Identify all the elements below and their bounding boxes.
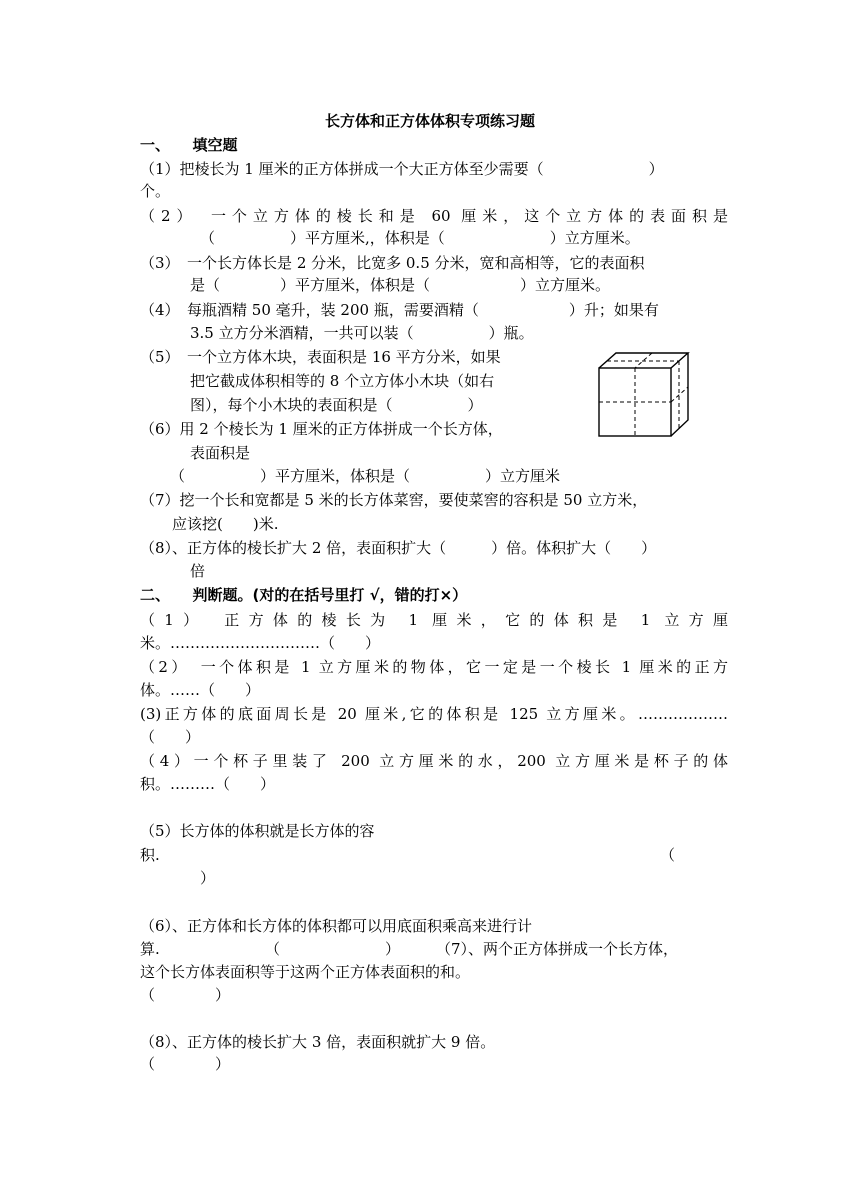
q5-line2: 把它截成体积相等的 8 个立方体小木块（如右 [190,372,495,390]
q8-line2: 倍 [190,562,206,580]
section-fill-blank: 一、 填空题 [140,136,238,154]
q7-line1: （7）挖一个长和宽都是 5 米的长方体菜窖，要使菜窖的容积是 50 立方米， [140,491,648,509]
j4-line1: （4）一个杯子里装了 200 立方厘米的水，200 立方厘米是杯子的体 [140,752,728,770]
j5-line2-paren: （ [660,846,676,864]
j7-line1: （7）、两个正方体拼成一个长方体， [436,940,679,958]
q2-line2: （ ）平方厘米,，体积是（ ）立方厘米。 [200,229,640,247]
j5-line2-text: 积. [140,846,160,864]
j5-line1: （5）长方体的体积就是长方体的容 [140,822,375,840]
q4-line1: （4） 每瓶酒精 50 毫升，装 200 瓶，需要酒精（ ）升；如果有 [140,301,659,319]
q4-line2: 3.5 立方分米酒精，一共可以装（ ）瓶。 [190,324,534,342]
q6-line3: （ ）平方厘米，体积是（ ）立方厘米 [170,467,561,485]
j7-line2: 这个长方体表面积等于这两个正方体表面积的和。 [140,963,471,981]
page-title: 长方体和正方体体积专项练习题 [324,112,535,130]
q7-line2: 应该挖( )米. [172,515,279,533]
j2-line2: 体。……（ ） [140,681,261,699]
q5-line1: （5） 一个立方体木块，表面积是 16 平方分米，如果 [140,348,501,366]
j6-line1: （6）、正方体和长方体的体积都可以用底面积乘高来进行计 [140,917,533,935]
q6-line2: 表面积是 [190,444,251,462]
q8-line1: （8）、正方体的棱长扩大 2 倍，表面积扩大（ ）倍。体积扩大（ ） [140,539,657,557]
j3-line1: (3)正方体的底面周长是 20 厘米,它的体积是 125 立方厘米。……………… [140,705,728,723]
j1-line1: （1） 正方体的棱长为 1 厘米，它的体积是 1 立方厘 [140,611,728,629]
j2-line1: （2） 一个体积是 1 立方厘米的物体，它一定是一个棱长 1 厘米的正方 [140,658,728,676]
j1-line2: 米。…………………………（ ） [140,634,381,652]
q6-line1: （6）用 2 个棱长为 1 厘米的正方体拼成一个长方体， [140,420,503,438]
q3-line1: （3） 一个长方体长是 2 分米，比宽多 0.5 分米，宽和高相等，它的表面积 [140,254,645,272]
q3-line2: 是（ ）平方厘米，体积是（ ）立方厘米。 [190,276,611,294]
q2-line1: （2） 一个立方体的棱长和是 60 厘米，这个立方体的表面积是 [140,207,728,225]
section-true-false: 二、 判断题。(对的在括号里打 √，错的打×） [140,586,468,604]
j8-line1: （8）、正方体的棱长扩大 3 倍，表面积就扩大 9 倍。 [140,1033,496,1051]
j3-line2: （ ） [140,728,201,746]
j6-line2-text: 算. [140,940,160,958]
j7-line3: （ ） [140,986,231,1004]
j4-line2: 积。………（ ） [140,775,276,793]
q1-line1: （1）把棱长为 1 厘米的正方体拼成一个大正方体至少需要（ ） [140,160,664,178]
j6-line2-paren: （ ） [265,940,401,958]
j8-line2: （ ） [140,1055,231,1073]
q1-line2: 个。 [140,182,171,200]
j5-line3: ） [200,869,216,887]
q5-line3: 图），每个小木块的表面积是（ ） [190,396,483,414]
